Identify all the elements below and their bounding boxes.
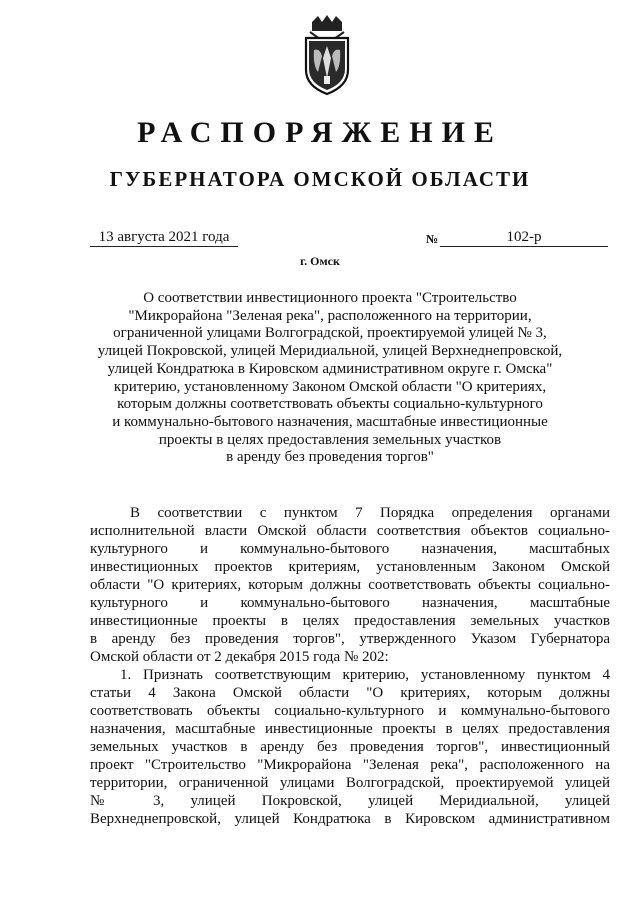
subject-line: критерию, установленному Законом Омской области "О критериях, (113, 378, 547, 395)
body-line: соответствовать объекты социально-культурного и коммунально-бытового (90, 703, 610, 719)
subject-line: улицей Покровской, улицей Меридиальной, улицей Верхнеднепровской, (97, 343, 563, 360)
body-line: инвестиционные проекты в целях предоставления земельных участков (90, 613, 610, 629)
body-line: культурного и коммунально-бытового назначения, масштабные (90, 595, 610, 611)
body-line: назначения, масштабные инвестиционные проекты в целях предоставления (90, 721, 610, 737)
document-city: г. Омск (300, 254, 340, 268)
subject-line: "Микрорайона "Зеленая река", расположенного на территории, (128, 307, 532, 324)
document-date: 13 августа 2021 года (90, 228, 238, 247)
body-line: территории, ограниченной улицами Волгоградской, проектируемой улицей (90, 775, 610, 791)
body-line: в аренду без проведения торгов", утвержденного Указом Губернатора (90, 631, 610, 647)
coat-of-arms-emblem (300, 14, 354, 96)
body-line: исполнительной власти Омской области соответствия объектов социально- (90, 523, 610, 539)
document-subtitle: ГУБЕРНАТОРА ОМСКОЙ ОБЛАСТИ (109, 167, 531, 191)
subject-line: в аренду без проведения торгов" (226, 449, 434, 466)
subject-line: О соответствии инвестиционного проекта "Строительство (143, 290, 517, 306)
number-sign: № (426, 232, 439, 246)
body-line: земельных участков в аренду без проведения торгов", инвестиционный (90, 739, 610, 755)
body-line: инвестиционных проектов критериям, установленным Законом Омской (90, 559, 610, 575)
document-number: 102-р (440, 228, 608, 247)
document-body (90, 504, 610, 828)
body-line: культурного и коммунально-бытового назначения, масштабных (90, 541, 610, 557)
subject-line: ограниченной улицами Волгоградской, проектируемой улицей № 3, (113, 325, 547, 342)
subject-line: и коммунально-бытового назначения, масштабные инвестиционные (112, 413, 548, 430)
subject-line: которым должны соответствовать объекты социально-культурного (117, 396, 543, 413)
body-line: проект "Строительство "Микрорайона "Зеленая река", расположенного на (90, 757, 610, 773)
document-title: РАСПОРЯЖЕНИЕ (137, 116, 503, 149)
document-subject (60, 290, 600, 467)
body-line: Омской области от 2 декабря 2015 года № 202: (90, 649, 389, 665)
body-line: Верхнеднепровской, улицей Кондратюка в Кировском административном (90, 811, 610, 827)
body-line: 1. Признать соответствующим критерию, установленному пунктом 4 (120, 667, 610, 683)
subject-line: проекты в целях предоставления земельных участков (158, 431, 502, 448)
body-line: статьи 4 Закона Омской области "О критериях, которым должны (90, 685, 610, 701)
subject-line: улицей Кондратюка в Кировском административном округе г. Омска" (107, 360, 553, 377)
body-line: В соответствии с пунктом 7 Порядка определения органами (130, 505, 610, 521)
body-line: № 3, улицей Покровской, улицей Меридиальной, улицей (90, 793, 610, 809)
body-line: области "О критериях, которым должны соответствовать объекты социально- (90, 577, 610, 593)
